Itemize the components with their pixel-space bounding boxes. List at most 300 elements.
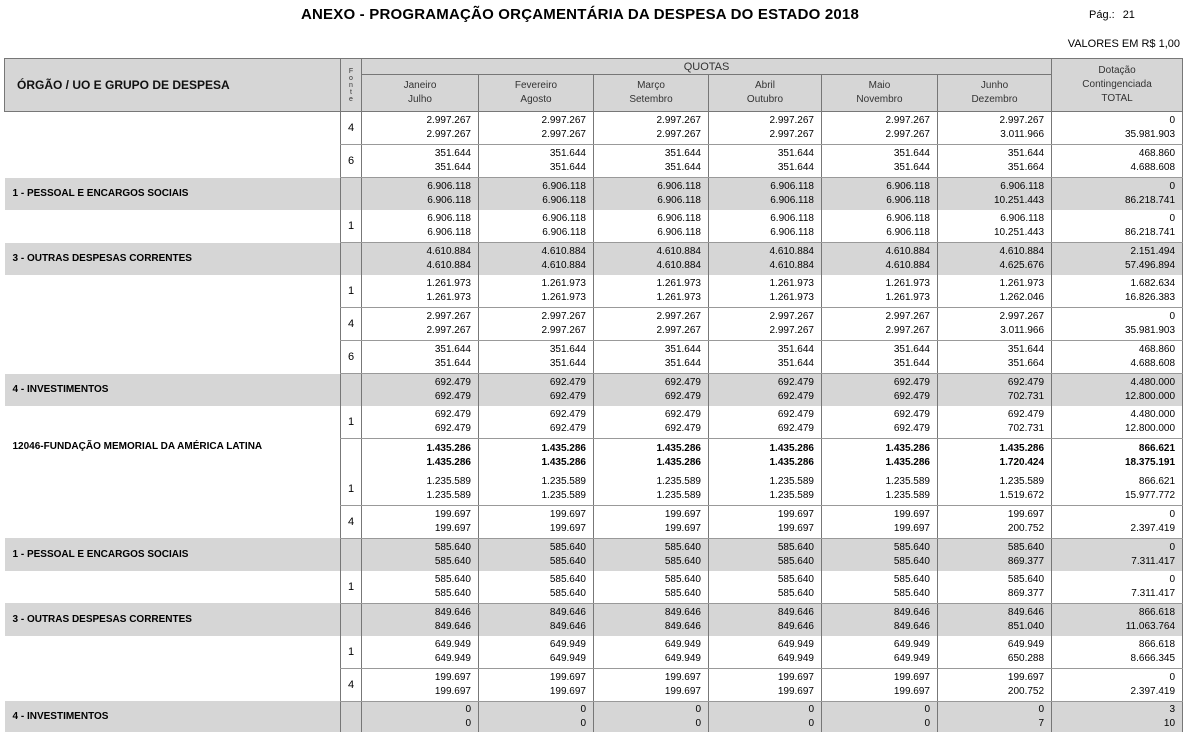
row-label (5, 668, 341, 701)
value-top: 0 (924, 703, 930, 715)
quota-cell (822, 571, 938, 604)
value-bottom: 1.261.973 (541, 292, 586, 303)
quota-cell (594, 406, 709, 439)
value-top: 4.610.884 (541, 246, 586, 257)
quota-cell (479, 701, 594, 732)
quota-cell (822, 341, 938, 374)
value-top: 1.435.286 (769, 442, 814, 454)
row-label (5, 145, 341, 178)
value-top: 1.235.589 (426, 475, 471, 487)
value-bottom: 1.235.589 (541, 489, 586, 501)
value-bottom: 2.997.267 (541, 325, 586, 336)
value-bottom: 16.826.383 (1124, 292, 1176, 303)
quota-cell (938, 701, 1052, 732)
row-label (5, 210, 341, 243)
value-top: 692.479 (664, 409, 701, 420)
value-top: 4.610.884 (769, 246, 814, 257)
quota-cell (362, 668, 479, 701)
quota-cell (362, 243, 479, 276)
quota-cell (822, 308, 938, 341)
value-top: 2.997.267 (885, 115, 930, 126)
value-top: 6.906.118 (1000, 181, 1045, 192)
quota-cell (479, 341, 594, 374)
dotacao-cell (1052, 505, 1183, 538)
value-top: 585.640 (664, 573, 701, 585)
value-top: 2.997.267 (426, 311, 471, 322)
value-top: 468.860 (1138, 148, 1176, 159)
value-bottom: 585.640 (434, 555, 471, 567)
quota-cell (479, 668, 594, 701)
value-bottom: 4.688.608 (1130, 358, 1176, 369)
value-bottom: 351.644 (777, 358, 814, 369)
quota-cell (938, 341, 1052, 374)
value-bottom: 1.435.286 (656, 456, 701, 468)
quota-cell (709, 668, 822, 701)
value-bottom: 585.640 (777, 587, 814, 599)
quota-cell (709, 210, 822, 243)
dotacao-cell (1052, 538, 1183, 571)
table-row (5, 505, 1183, 538)
value-top: 351.644 (893, 344, 930, 355)
quota-cell (479, 439, 594, 473)
month-header: Abril Outubro (709, 75, 822, 112)
value-top: 849.646 (549, 606, 586, 618)
value-bottom: 4.610.884 (656, 260, 701, 271)
value-top: 1.261.973 (656, 278, 701, 289)
value-bottom: 1.235.589 (885, 489, 930, 501)
value-bottom: 1.235.589 (656, 489, 701, 501)
value-bottom: 6.906.118 (657, 227, 701, 238)
row-label: 1 - PESSOAL E ENCARGOS SOCIAIS (5, 178, 341, 211)
value-bottom: 351.644 (664, 358, 701, 369)
quota-cell (594, 473, 709, 506)
quota-cell (362, 701, 479, 732)
value-top: 585.640 (777, 573, 814, 585)
value-bottom: 692.479 (434, 391, 471, 402)
value-bottom: 3.011.966 (1000, 325, 1045, 336)
value-bottom: 200.752 (1007, 685, 1045, 697)
quota-cell (479, 374, 594, 407)
value-top: 1.435.286 (541, 442, 586, 454)
value-top: 849.646 (893, 606, 930, 618)
table-body (5, 112, 1183, 732)
value-top: 468.860 (1138, 344, 1176, 355)
value-bottom: 849.646 (434, 620, 471, 632)
row-label (5, 571, 341, 604)
dotacao-cell (1052, 406, 1183, 439)
month-header: Maio Novembro (822, 75, 938, 112)
month-header: Fevereiro Agosto (479, 75, 594, 112)
value-bottom: 4.688.608 (1130, 162, 1176, 173)
table-row (5, 145, 1183, 178)
quota-cell (709, 308, 822, 341)
value-top: 2.997.267 (885, 311, 930, 322)
value-bottom: 4.610.884 (769, 260, 814, 271)
fonte-cell: 4 (341, 505, 362, 538)
value-bottom: 6.906.118 (657, 195, 701, 206)
quota-cell (594, 701, 709, 732)
value-bottom: 649.949 (664, 652, 701, 664)
value-top: 6.906.118 (1000, 213, 1045, 224)
dotacao-cell (1052, 112, 1183, 145)
value-bottom: 649.949 (434, 652, 471, 664)
value-bottom: 692.479 (893, 423, 930, 434)
value-top: 199.697 (434, 508, 471, 520)
value-bottom: 869.377 (1007, 555, 1045, 567)
quota-cell (822, 636, 938, 669)
value-top: 692.479 (893, 377, 930, 388)
table-row (5, 308, 1183, 341)
value-top: 692.479 (777, 377, 814, 388)
value-bottom: 7 (1038, 717, 1045, 729)
quota-cell (938, 308, 1052, 341)
table-row (5, 406, 1183, 439)
value-bottom: 849.646 (664, 620, 701, 632)
value-top: 692.479 (549, 409, 586, 420)
quota-cell (594, 178, 709, 211)
value-top: 351.644 (664, 344, 701, 355)
quota-cell (479, 145, 594, 178)
table-row (5, 243, 1183, 276)
quota-cell (594, 636, 709, 669)
value-top: 692.479 (549, 377, 586, 388)
value-top: 585.640 (549, 573, 586, 585)
value-bottom: 585.640 (549, 555, 586, 567)
quota-cell (709, 603, 822, 636)
quota-cell (938, 473, 1052, 506)
value-top: 199.697 (1007, 508, 1045, 520)
quota-cell (709, 571, 822, 604)
value-bottom: 6.906.118 (770, 195, 814, 206)
value-top: 649.949 (1007, 638, 1045, 650)
value-bottom: 351.644 (549, 358, 586, 369)
row-label (5, 341, 341, 374)
dotacao-cell (1052, 308, 1183, 341)
value-top: 585.640 (893, 541, 930, 553)
value-top: 585.640 (777, 541, 814, 553)
value-top: 0 (465, 703, 471, 715)
quota-cell (362, 178, 479, 211)
value-top: 1.261.973 (426, 278, 471, 289)
quota-cell (362, 341, 479, 374)
value-bottom: 86.218.741 (1124, 227, 1176, 238)
dotacao-cell (1052, 243, 1183, 276)
value-top: 199.697 (549, 671, 586, 683)
value-bottom: 869.377 (1007, 587, 1045, 599)
quota-cell (822, 275, 938, 308)
value-bottom: 2.997.267 (656, 325, 701, 336)
quota-cell (479, 112, 594, 145)
value-top: 351.644 (1007, 344, 1045, 355)
value-top: 692.479 (1007, 377, 1045, 388)
quota-cell (362, 439, 479, 473)
value-bottom: 0 (924, 717, 930, 729)
row-label: 12046-FUNDAÇÃO MEMORIAL DA AMÉRICA LATINA (12, 440, 263, 452)
quota-cell (938, 406, 1052, 439)
value-bottom: 86.218.741 (1124, 195, 1176, 206)
quota-cell (479, 505, 594, 538)
value-top: 1.435.286 (656, 442, 701, 454)
page-number-value: 21 (1122, 9, 1135, 21)
quota-cell (938, 243, 1052, 276)
value-top: 4.610.884 (885, 246, 930, 257)
quota-cell (479, 473, 594, 506)
value-bottom: 11.063.764 (1125, 620, 1176, 632)
value-top: 649.949 (664, 638, 701, 650)
value-top: 692.479 (664, 377, 701, 388)
quota-cell (938, 178, 1052, 211)
value-bottom: 57.496.894 (1124, 260, 1176, 271)
value-top: 2.997.267 (999, 311, 1045, 322)
quota-cell (822, 701, 938, 732)
value-bottom: 6.906.118 (542, 195, 586, 206)
quota-cell (709, 505, 822, 538)
table-row (5, 603, 1183, 636)
budget-table (4, 58, 1183, 732)
quota-cell (938, 505, 1052, 538)
quota-cell (938, 668, 1052, 701)
value-top: 2.997.267 (769, 311, 814, 322)
quota-cell (479, 275, 594, 308)
quota-cell (362, 112, 479, 145)
quota-cell (594, 243, 709, 276)
value-bottom: 1.435.286 (885, 456, 930, 468)
value-top: 199.697 (549, 508, 586, 520)
fonte-cell (341, 538, 362, 571)
value-bottom: 199.697 (893, 685, 930, 697)
quota-cell (479, 636, 594, 669)
value-top: 199.697 (893, 508, 930, 520)
value-bottom: 1.261.973 (656, 292, 701, 303)
quota-cell (362, 374, 479, 407)
value-top: 585.640 (549, 541, 586, 553)
value-top: 199.697 (664, 671, 701, 683)
quota-cell (822, 439, 938, 473)
value-bottom: 585.640 (549, 587, 586, 599)
value-bottom: 849.646 (777, 620, 814, 632)
value-top: 0 (1169, 508, 1176, 520)
quota-cell (594, 571, 709, 604)
quota-cell (594, 668, 709, 701)
quota-cell (709, 243, 822, 276)
table-row (5, 210, 1183, 243)
value-bottom: 692.479 (777, 391, 814, 402)
value-top: 692.479 (1007, 409, 1045, 420)
value-top: 2.997.267 (656, 115, 701, 126)
quota-cell (709, 341, 822, 374)
value-bottom: 4.625.676 (999, 260, 1045, 271)
row-label: 3 - OUTRAS DESPESAS CORRENTES (5, 243, 341, 276)
dotacao-cell (1052, 210, 1183, 243)
value-top: 351.644 (549, 148, 586, 159)
dotacao-cell (1052, 178, 1183, 211)
value-bottom: 649.949 (549, 652, 586, 664)
value-top: 6.906.118 (657, 181, 701, 192)
value-top: 4.610.884 (656, 246, 701, 257)
quota-cell (938, 112, 1052, 145)
value-bottom: 351.664 (1007, 358, 1045, 369)
value-bottom: 585.640 (893, 555, 930, 567)
table-row (5, 374, 1183, 407)
value-bottom: 12.800.000 (1124, 391, 1176, 402)
value-top: 6.906.118 (427, 181, 471, 192)
value-top: 2.997.267 (656, 311, 701, 322)
dotacao-cell (1052, 571, 1183, 604)
quota-cell (938, 145, 1052, 178)
quota-cell (709, 406, 822, 439)
page-label: Pág.: (1089, 9, 1115, 21)
fonte-cell: 6 (341, 145, 362, 178)
value-top: 692.479 (434, 377, 471, 388)
dotacao-cell (1052, 473, 1183, 506)
quota-cell (594, 341, 709, 374)
value-bottom: 6.906.118 (886, 227, 930, 238)
value-top: 4.480.000 (1130, 377, 1176, 388)
quota-cell (362, 505, 479, 538)
value-bottom: 10.251.443 (993, 227, 1045, 238)
value-bottom: 1.261.973 (426, 292, 471, 303)
quota-cell (709, 275, 822, 308)
value-top: 585.640 (1007, 573, 1045, 585)
value-bottom: 351.644 (893, 358, 930, 369)
value-top: 6.906.118 (886, 213, 930, 224)
quota-cell (709, 538, 822, 571)
value-bottom: 199.697 (777, 522, 814, 534)
value-top: 1.435.286 (426, 442, 471, 454)
quota-cell (362, 636, 479, 669)
fonte-cell: 1 (341, 571, 362, 604)
quota-cell (938, 439, 1052, 473)
value-top: 1.261.973 (541, 278, 586, 289)
table-row (5, 701, 1183, 732)
value-top: 351.644 (893, 148, 930, 159)
value-top: 199.697 (664, 508, 701, 520)
value-top: 351.644 (434, 148, 471, 159)
row-label (5, 308, 341, 341)
row-label (5, 406, 341, 439)
quota-cell (594, 538, 709, 571)
value-top: 351.644 (777, 344, 814, 355)
value-bottom: 4.610.884 (885, 260, 930, 271)
dotacao-header: Dotação Contingenciada TOTAL (1052, 59, 1183, 112)
value-top: 2.997.267 (426, 115, 471, 126)
value-top: 1.235.589 (885, 475, 930, 487)
value-bottom: 692.479 (893, 391, 930, 402)
value-bottom: 650.288 (1007, 652, 1045, 664)
value-bottom: 1.720.424 (999, 456, 1045, 468)
value-top: 649.949 (893, 638, 930, 650)
value-top: 0 (808, 703, 814, 715)
value-bottom: 6.906.118 (886, 195, 930, 206)
value-top: 2.997.267 (541, 311, 586, 322)
quota-cell (822, 668, 938, 701)
quota-cell (479, 571, 594, 604)
value-bottom: 35.981.903 (1124, 129, 1176, 140)
value-top: 692.479 (777, 409, 814, 420)
value-bottom: 692.479 (664, 391, 701, 402)
quota-cell (938, 275, 1052, 308)
table-row (5, 275, 1183, 308)
value-bottom: 351.664 (1007, 162, 1045, 173)
value-top: 849.646 (777, 606, 814, 618)
value-bottom: 2.997.267 (885, 129, 930, 140)
value-top: 351.644 (777, 148, 814, 159)
value-bottom: 199.697 (777, 685, 814, 697)
quota-cell (938, 603, 1052, 636)
quota-cell (938, 571, 1052, 604)
quota-cell (938, 374, 1052, 407)
value-top: 649.949 (434, 638, 471, 650)
quota-cell (362, 145, 479, 178)
value-bottom: 199.697 (549, 685, 586, 697)
value-bottom: 849.646 (549, 620, 586, 632)
dotacao-cell (1052, 341, 1183, 374)
value-bottom: 199.697 (664, 522, 701, 534)
value-top: 1.682.634 (1130, 278, 1176, 289)
row-label: 4 - INVESTIMENTOS (5, 374, 341, 407)
quota-cell (362, 210, 479, 243)
fonte-cell (341, 374, 362, 407)
fonte-cell (341, 701, 362, 732)
value-bottom: 1.519.672 (999, 489, 1045, 501)
quota-cell (362, 603, 479, 636)
value-bottom: 649.949 (777, 652, 814, 664)
value-bottom: 702.731 (1007, 391, 1045, 402)
value-top: 351.644 (434, 344, 471, 355)
value-top: 0 (1169, 213, 1176, 224)
value-top: 0 (1038, 703, 1045, 715)
value-bottom: 0 (465, 717, 471, 729)
value-bottom: 6.906.118 (542, 227, 586, 238)
fonte-cell: 1 (341, 406, 362, 439)
dotacao-cell (1052, 603, 1183, 636)
value-top: 0 (1169, 671, 1176, 683)
table-row (5, 668, 1183, 701)
value-bottom: 0 (808, 717, 814, 729)
quota-cell (709, 701, 822, 732)
value-bottom: 702.731 (1007, 423, 1045, 434)
value-top: 585.640 (434, 541, 471, 553)
month-header: Março Setembro (594, 75, 709, 112)
value-bottom: 2.397.419 (1130, 685, 1176, 697)
quota-cell (479, 178, 594, 211)
value-bottom: 200.752 (1007, 522, 1045, 534)
quota-cell (594, 603, 709, 636)
value-bottom: 351.644 (893, 162, 930, 173)
value-top: 1.261.973 (769, 278, 814, 289)
value-top: 4.610.884 (426, 246, 471, 257)
quota-cell (938, 636, 1052, 669)
page-title: ANEXO - PROGRAMAÇÃO ORÇAMENTÁRIA DA DESPESA DO ESTADO 2018 (300, 6, 860, 23)
dotacao-cell (1052, 275, 1183, 308)
dotacao-cell (1052, 668, 1183, 701)
value-top: 649.949 (549, 638, 586, 650)
value-top: 585.640 (434, 573, 471, 585)
quota-cell (822, 374, 938, 407)
value-top: 585.640 (893, 573, 930, 585)
quota-cell (938, 538, 1052, 571)
value-bottom: 2.997.267 (426, 325, 471, 336)
value-bottom: 585.640 (664, 587, 701, 599)
value-bottom: 585.640 (664, 555, 701, 567)
value-top: 199.697 (434, 671, 471, 683)
value-top: 866.621 (1138, 475, 1176, 487)
value-bottom: 2.997.267 (426, 129, 471, 140)
value-bottom: 1.435.286 (541, 456, 586, 468)
value-top: 585.640 (664, 541, 701, 553)
value-bottom: 4.610.884 (426, 260, 471, 271)
value-top: 199.697 (777, 508, 814, 520)
